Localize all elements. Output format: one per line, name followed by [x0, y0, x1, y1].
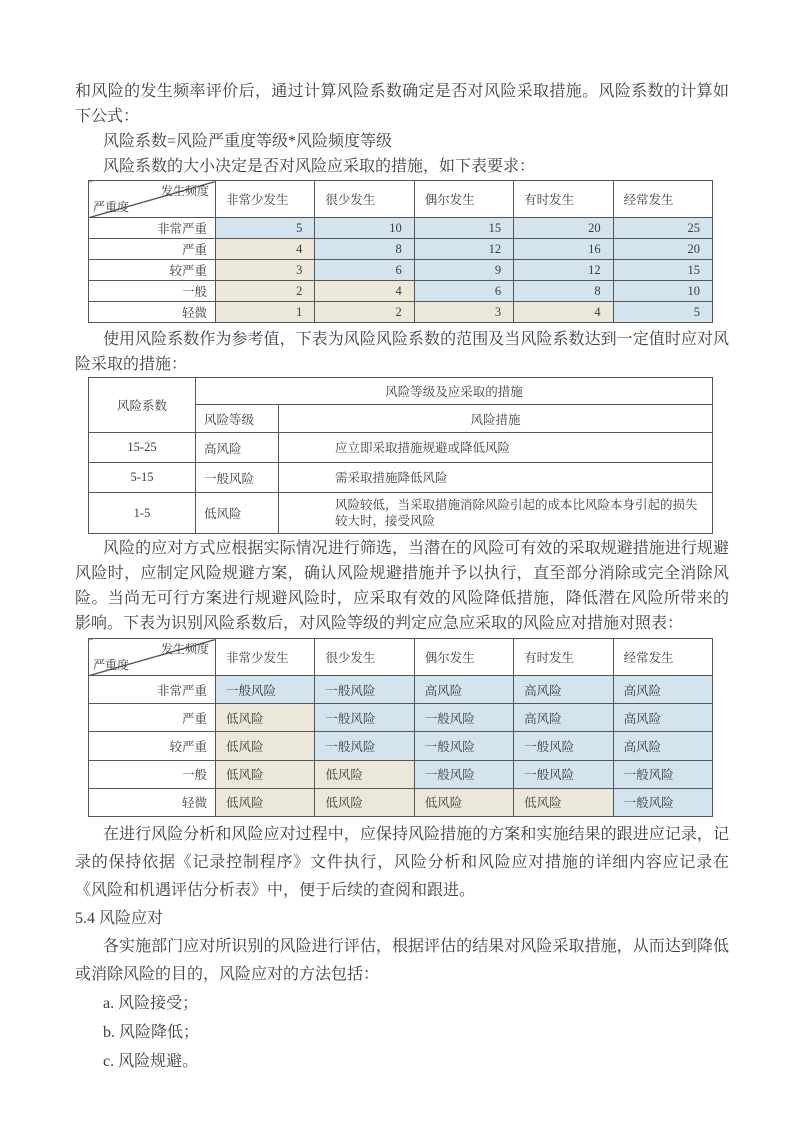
risk-level-cell: 一般风险 [315, 676, 414, 704]
row-label: 严重 [89, 704, 216, 732]
risk-level-cell: 一般风险 [414, 732, 513, 760]
row-label: 一般 [89, 760, 216, 788]
risk-level-cell: 低风险 [216, 704, 315, 732]
risk-measure-cell: 风险较低，当采取措施消除风险引起的成本比风险本身引起的损失较大时，接受风险 [279, 493, 713, 534]
row-label: 较严重 [89, 732, 216, 760]
matrix-value-cell: 1 [216, 302, 315, 323]
risk-coefficient-table [88, 180, 713, 323]
paragraph-response-methods: 各实施部门应对所识别的风险进行评估，根据评估的结果对风险采取措施，从而达到降低或消除风险的目的，风险应对的方法包括： [75, 937, 729, 983]
matrix-value-cell: 15 [414, 218, 513, 239]
table-header-row [89, 639, 713, 676]
risk-level-cell: 高风险 [414, 676, 513, 704]
matrix-value-cell: 2 [315, 302, 414, 323]
risk-level-cell: 一般风险 [414, 760, 513, 788]
column-header: 有时发生 [514, 181, 613, 218]
risk-level-cell: 一般风险 [315, 704, 414, 732]
matrix-value-cell: 4 [315, 281, 414, 302]
risk-level-cell: 高风险 [613, 676, 712, 704]
matrix-value-cell: 9 [414, 260, 513, 281]
risk-measure-cell: 需采取措施降低风险 [279, 463, 713, 493]
table-row [89, 218, 713, 239]
paragraph-records: 在进行风险分析和风险应对过程中，应保持风险措施的方案和实施结果的跟进应记录，记录的保持依据《记录控制程序》文件执行，风险分析和风险应对措施的详细内容应记录在《风险和机遇评估分析表》中，便于后续的查阅和跟进。 [75, 825, 729, 899]
matrix-value-cell: 3 [216, 260, 315, 281]
list-item-reduce: b. 风险降低； [103, 1023, 200, 1041]
risk-level-cell: 低风险 [315, 788, 414, 816]
table-row [89, 788, 713, 816]
matrix-value-cell: 12 [414, 239, 513, 260]
corner-label-severity: 严重度 [93, 200, 130, 214]
risk-level-cell: 一般风险 [613, 760, 712, 788]
risk-measures-table [88, 377, 713, 534]
paragraph-intro: 和风险的发生频率评价后，通过计算风险系数确定是否对风险采取措施。风险系数的计算如下公式： [75, 83, 729, 125]
table-row [89, 760, 713, 788]
table-row [89, 239, 713, 260]
risk-level-cell: 一般风险 [414, 704, 513, 732]
column-header: 有时发生 [514, 639, 613, 676]
matrix-value-cell: 15 [613, 260, 712, 281]
risk-level-cell: 低风险 [514, 788, 613, 816]
list-item-accept: a. 风险接受； [103, 994, 199, 1012]
paragraph-measures-intro: 使用风险系数作为参考值，下表为风险风险系数的范围及当风险系数达到一定值时应对风险采取的措施： [75, 331, 729, 373]
paragraph-response: 风险的应对方式应根据实际情况进行筛选，当潜在的风险可有效的采取规避措施进行规避风险时，应制定风险规避方案，确认风险规避措施并予以执行，直至部分消除或完全消除风险。当尚无可行方案进行规避风险时，应采取有效的风险降低措施，降低潜在风险所带来的影响。下表为识别风险系数后，对风险等级的判定应急应采取的风险应对措施对照表： [75, 540, 729, 632]
risk-level-cell: 一般风险 [216, 676, 315, 704]
risk-level-cell: 高风险 [613, 732, 712, 760]
table-row [89, 302, 713, 323]
row-label: 较严重 [89, 260, 216, 281]
matrix-value-cell: 20 [613, 239, 712, 260]
measure-column-header: 风险措施 [279, 405, 713, 433]
risk-level-cell: 一般风险 [514, 760, 613, 788]
matrix-value-cell: 25 [613, 218, 712, 239]
paragraph-coef-table-intro: 风险系数的大小决定是否对风险应采取的措施，如下表要求： [103, 158, 536, 175]
corner-label-frequency: 发生频度 [160, 184, 209, 198]
row-label: 一般 [89, 281, 216, 302]
risk-level-cell: 高风险 [514, 704, 613, 732]
formula-line: 风险系数=风险严重度等级*风险频度等级 [103, 133, 393, 150]
risk-level-cell: 高风险 [514, 676, 613, 704]
risk-level-cell: 一般风险 [196, 463, 279, 493]
risk-level-cell: 低风险 [216, 732, 315, 760]
matrix-value-cell: 8 [514, 281, 613, 302]
column-header: 经常发生 [613, 639, 712, 676]
column-header: 偶尔发生 [414, 181, 513, 218]
risk-level-cell: 低风险 [315, 760, 414, 788]
risk-level-cell: 一般风险 [613, 788, 712, 816]
matrix-value-cell: 5 [216, 218, 315, 239]
column-header: 非常少发生 [216, 639, 315, 676]
table-row [89, 463, 713, 493]
level-column-header: 风险等级 [196, 405, 279, 433]
matrix-value-cell: 6 [414, 281, 513, 302]
risk-level-cell: 低风险 [414, 788, 513, 816]
risk-level-cell: 低风险 [216, 788, 315, 816]
matrix-value-cell: 4 [514, 302, 613, 323]
matrix-value-cell: 12 [514, 260, 613, 281]
matrix-value-cell: 16 [514, 239, 613, 260]
matrix-value-cell: 6 [315, 260, 414, 281]
coefficient-range-cell: 5-15 [89, 463, 196, 493]
matrix-value-cell: 2 [216, 281, 315, 302]
column-header: 偶尔发生 [414, 639, 513, 676]
matrix-value-cell: 20 [514, 218, 613, 239]
row-label: 非常严重 [89, 218, 216, 239]
column-header: 很少发生 [315, 181, 414, 218]
row-label: 轻微 [89, 302, 216, 323]
matrix-value-cell: 4 [216, 239, 315, 260]
row-label: 非常严重 [89, 676, 216, 704]
table-row [89, 433, 713, 463]
risk-level-cell: 一般风险 [315, 732, 414, 760]
corner-label-frequency: 发生频度 [160, 642, 209, 656]
risk-level-cell: 高风险 [613, 704, 712, 732]
table-row [89, 704, 713, 732]
table-header-row [89, 378, 713, 405]
row-label: 轻微 [89, 788, 216, 816]
matrix-value-cell: 10 [613, 281, 712, 302]
table-row [89, 676, 713, 704]
column-header: 非常少发生 [216, 181, 315, 218]
risk-level-cell: 低风险 [196, 493, 279, 534]
diagonal-header-cell [89, 181, 216, 218]
table-row [89, 281, 713, 302]
risk-level-cell: 一般风险 [514, 732, 613, 760]
row-label: 严重 [89, 239, 216, 260]
risk-level-table [88, 638, 713, 817]
table-row [89, 732, 713, 760]
diagonal-header-cell [89, 639, 216, 676]
table-row [89, 260, 713, 281]
span-header: 风险等级及应采取的措施 [196, 378, 713, 405]
matrix-value-cell: 3 [414, 302, 513, 323]
coefficient-column-header: 风险系数 [89, 378, 196, 433]
coefficient-range-cell: 1-5 [89, 493, 196, 534]
risk-level-cell: 高风险 [196, 433, 279, 463]
section-heading: 5.4 风险应对 [75, 909, 164, 927]
matrix-value-cell: 10 [315, 218, 414, 239]
corner-label-severity: 严重度 [93, 658, 130, 672]
risk-measure-cell: 应立即采取措施规避或降低风险 [279, 433, 713, 463]
list-item-avoid: c. 风险规避。 [103, 1052, 199, 1070]
matrix-value-cell: 5 [613, 302, 712, 323]
coefficient-range-cell: 15-25 [89, 433, 196, 463]
risk-level-cell: 低风险 [216, 760, 315, 788]
table-header-row [89, 181, 713, 218]
column-header: 很少发生 [315, 639, 414, 676]
matrix-value-cell: 8 [315, 239, 414, 260]
column-header: 经常发生 [613, 181, 712, 218]
table-row [89, 493, 713, 534]
